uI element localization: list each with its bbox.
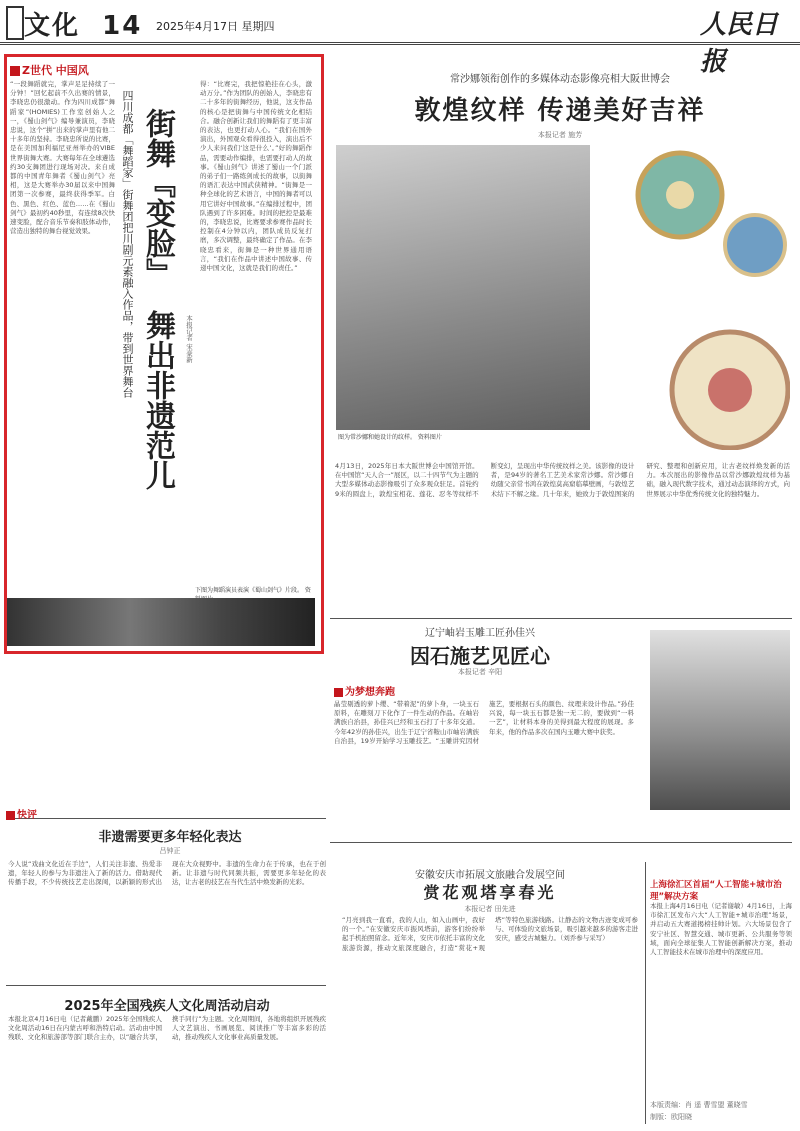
dream-tag: 为梦想奔跑 — [334, 683, 395, 698]
anqing-kicker: 安徽安庆市拓展文旅融合发展空间 — [415, 870, 565, 881]
feature-caption: 下图为舞蹈演员表演《蜀山剑气》片段。 资 — [195, 587, 311, 594]
dunhuang-body: 4月13日，2025年日本大阪世博会中国馆开馆。在中国馆“天人合一”展区，以二十四节气为主题的大型多媒体动态影像吸引了众多观众驻足。首轮约9米的圆盘上，敦煌宝相花、莲花、忍冬等纹样不断变幻，呈现出中华传统纹样之美。该影像的设计者，是94岁的著名工艺美术家常沙娜。常沙娜自幼随父亲常书鸿在敦煌莫高窟临摹壁画，与敦煌艺术结下不解之缘。几十年来，她致力于敦煌图案的研究、整理和创新应用，让古老纹样焕发新的活力。本次展出的影像作品以常沙娜敦煌纹样为基础，融入现代数字技术，通过动态演绎的方式，向世界展示中华优秀传统文化的独特魅力。 — [335, 462, 790, 498]
section-logo-icon — [6, 6, 24, 40]
editors: 本版责编：肖 遥 曹雪盟 董晓雪 — [650, 1101, 748, 1109]
pattern-disc-center-icon — [708, 368, 752, 412]
divider — [330, 842, 792, 843]
anqing-byline: 本报记者 田先进 — [464, 905, 516, 913]
liaoning-title: 因石施艺见匠心 — [410, 644, 550, 668]
feature-subtitle: 四川成都「舞蹈家」街舞团把川剧元素融入作品，带到世界舞台 — [121, 90, 134, 398]
section-title: 文化 14 — [24, 11, 143, 41]
masthead-logo: 人民日报 — [700, 10, 779, 77]
commentary-title: 非遗需要更多年轻化表达 — [98, 830, 242, 845]
jade-carving-photo — [650, 630, 790, 810]
feature-byline: 本报记者 宋豪新 — [185, 315, 193, 363]
divider — [645, 862, 646, 1124]
dunhuang-caption: 图为常沙娜和她设计的纹样。 资料图片 — [338, 434, 442, 441]
design-credit: 制版：欧阳晓 — [650, 1113, 692, 1121]
dunhuang-title: 敦煌纹样 传递美好吉祥 — [414, 96, 706, 126]
pattern-disc-icon — [725, 215, 785, 275]
anqing-title: 赏花观塔享春光 — [423, 883, 557, 902]
shanghai-title: 上海徐汇区首届“人工智能+城市治理”解决方案 — [650, 880, 782, 902]
liaoning-body: 晶莹剔透的萝卜缨、“带着泥”的萝卜身，一块玉石原料，在雕刻刀下化作了一件生动的作品。在岫岩满族自治县，孙佳兴已经和玉石打了十多年交道。今年42岁的孙佳兴，出生于辽宁省鞍山市岫岩满族自治县，19岁开始学习玉雕技艺。“玉雕讲究因材施艺，要根据石头的颜色、纹理来设计作品。”孙佳兴说，每一块玉石都是独一无二的，要做到“一料一艺”，让材料本身的美得到最大程度的展现。多年来，他的作品多次在国内玉雕大赛中获奖。 — [334, 700, 634, 745]
feature-title-2: 舞出非遗范儿 — [140, 310, 175, 490]
divider — [6, 985, 326, 986]
tag-icon — [6, 811, 15, 820]
shanghai-body: 本报上海4月16日电（记者谢敏）4月16日，上海市徐汇区发布六大“人工智能+城市治理”场景，并启动五大赛道揭榜挂帅计划。六大场景包含了安宁社区、智慧交通、城市更新、公共服务等领域，面向全球征集人工智能创新解决方案，推动人工智能技术在城市治理中的深度应用。 — [650, 902, 792, 957]
divider — [6, 818, 326, 819]
column-tag: Z世代 中国风 — [10, 62, 89, 78]
disabled-week-body: 本报北京4月16日电（记者戴鹏）2025年全国残疾人文化周活动16日在内蒙古呼和浩特启动。活动由中国残联、文化和旅游部等部门联合主办，以“融合共享，携手同行”为主题。文化周期间，各地将组织开展残疾人文艺演出、书画展览、阅读推广等丰富多彩的活动，推动残疾人文化事业高质量发展。 — [8, 1015, 326, 1042]
liaoning-byline: 本报记者 辛阳 — [457, 668, 503, 676]
commentary-author: 吕钟正 — [159, 847, 181, 855]
dunhuang-byline: 本报记者 施芳 — [537, 131, 583, 139]
commentary-tag: 快评 — [6, 806, 37, 821]
tag-icon — [334, 688, 343, 697]
changshana-photo — [336, 145, 590, 430]
disabled-week-title: 2025年全国残疾人文化周活动启动 — [64, 999, 270, 1014]
feature-body-mid: 得：“比赛完，我把惊艳挂在心头，激动万分。”作为团队的创始人，李晓忠有二十多年的街舞经历，他说，这支作品的核心是把街舞与中国传统文化相结合。融合创新让我们的舞蹈有了更丰富的表达，也更打动人心。“我们在国外演出，外国观众看得很投入，演出后不少人来问我们‘这是什么’。”好的舞蹈作品，需要动作编排，也需要打动人的故事。《蜀山剑气》讲述了蜀山一个门派的弟子们一路练剑成长的故事，以街舞的语汇表达中国武侠精神。“街舞是一种全球化的艺术语言，中国的舞者可以用它讲好中国故事。”在编排过程中，团队遇到了许多困难。时间的把控是最难的，李晓忠说，比赛要求参赛作品时长控制在4分钟以内，团队成员反复打磨，多次调整，最终确定了作品。在李晓忠看来，街舞是一种世界通用语言，“我们在作品中讲述中国故事、传递中国文化，这就是我们的责任。” — [200, 80, 312, 273]
feature-title: 街舞『变脸』 — [140, 108, 175, 288]
anqing-body: “月亮到我一直看，我的人山，如入山画中，我好的一个。”在安徽安庆市振风塔前，游客们纷纷举起手机拍照留念。近年来，安庆市依托丰富的文化旅游资源，推动文旅深度融合，打造“赏花+观塔”等特色旅游线路。让静态的文物古迹变成可参与、可体验的文旅场景，吸引越来越多的游客走进安庆，感受古城魅力。（刘乔参与采写） — [342, 916, 638, 952]
dance-photo — [7, 598, 315, 646]
divider — [330, 618, 792, 619]
liaoning-kicker: 辽宁岫岩玉雕工匠孙佳兴 — [425, 628, 535, 639]
column-tag-icon — [10, 66, 20, 76]
dunhuang-kicker: 常沙娜领衔创作的多媒体动态影像亮相大阪世博会 — [450, 74, 670, 85]
commentary-body: 今人说“戏曲文化近在手边”，人们关注非遗、热爱非遗，年轻人的参与为非遗注入了新的活力。借助现代传播手段，不少传统技艺走出深闺，以新颖的形式出现在大众视野中。非遗的生命力在于传承，也在于创新。让非遗与时代同频共振，需要更多年轻化的表达，让古老的技艺在当代生活中焕发新的光彩。 — [8, 860, 326, 887]
dunhuang-pattern-icons — [590, 140, 790, 450]
issue-date: 2025年4月17日 星期四 — [156, 20, 275, 33]
feature-body-left: “一段舞蹈就完，掌声足足持续了一分钟！”回忆起前不久出赛的情景，李晓忠仍很激动。作为四川成都“舞蹈家”(HOMIES)工作室创始人之一，《蜀山剑气》编导兼演员，李晓忠说，这个“拼”出来的掌声里有他二十多年的坚持。李晓忠所说的比赛，是在美国加利福尼亚州举办的VIBE世界街舞大赛。大赛每年在全球遴选约30支舞团进行现场对决。来自成都的中国青年舞者《蜀山剑气》亮相，这是大赛举办30届以来中国舞团第一次参赛，最终获得季军。白色、黑色、红色、蓝色……在《蜀山剑气》最初约40秒里，有连续8次快速变脸，配合音乐节奏和肢体动作，营造出独特的舞台视觉效果。 — [10, 80, 115, 236]
pattern-disc-center-icon — [666, 181, 694, 209]
